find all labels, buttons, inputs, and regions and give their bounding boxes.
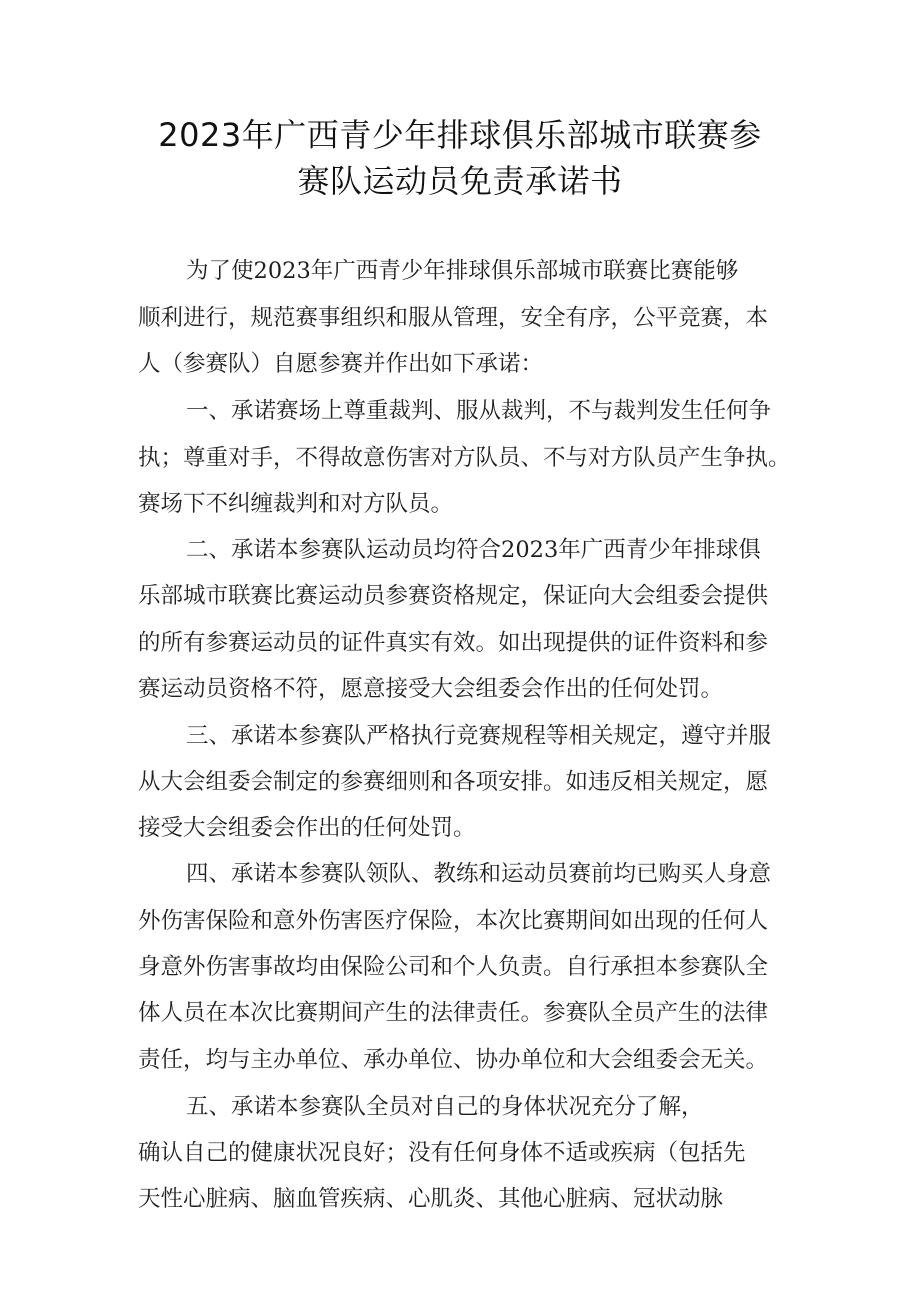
clause-3-line-2: 从大会组委会制定的参赛细则和各项安排。如违反相关规定，愿 xyxy=(138,769,769,795)
document-title-line-2: 赛队运动员免责承诺书 xyxy=(297,162,623,200)
clause-1-line-2: 执；尊重对手，不得故意伤害对方队员、不与对方队员产生争执。 xyxy=(138,445,791,471)
clause-2-line-1: 二、承诺本参赛队运动员均符合2023年广西青少年排球俱 xyxy=(186,537,761,563)
clause-4-line-2: 外伤害保险和意外伤害医疗保险，本次比赛期间如出现的任何人 xyxy=(138,908,769,934)
clause-4-line-4: 体人员在本次比赛期间产生的法律责任。参赛队全员产生的法律 xyxy=(138,1000,769,1026)
clause-4-line-3: 身意外伤害事故均由保险公司和个人负责。自行承担本参赛队全 xyxy=(138,954,769,980)
clause-3-line-1: 三、承诺本参赛队严格执行竞赛规程等相关规定，遵守并服 xyxy=(186,723,772,749)
clause-2-line-4: 赛运动员资格不符，愿意接受大会组委会作出的任何处罚。 xyxy=(138,676,724,702)
clause-5-line-1: 五、承诺本参赛队全员对自己的身体状况充分了解， xyxy=(186,1094,704,1120)
clause-4-line-1: 四、承诺本参赛队领队、教练和运动员赛前均已购买人身意 xyxy=(186,861,772,887)
intro-line-1: 为了使2023年广西青少年排球俱乐部城市联赛比赛能够 xyxy=(186,258,739,284)
clause-1-line-1: 一、承诺赛场上尊重裁判、服从裁判，不与裁判发生任何争 xyxy=(186,398,772,424)
intro-line-3: 人（参赛队）自愿参赛并作出如下承诺： xyxy=(138,351,544,377)
clause-4-line-5: 责任，均与主办单位、承办单位、协办单位和大会组委会无关。 xyxy=(138,1047,769,1073)
clause-5-line-3: 天性心脏病、脑血管疾病、心肌炎、其他心脏病、冠状动脉 xyxy=(138,1186,724,1212)
clause-1-line-3: 赛场下不纠缠裁判和对方队员。 xyxy=(138,491,454,517)
clause-5-line-2: 确认自己的健康状况良好；没有任何身体不适或疾病（包括先 xyxy=(138,1140,746,1166)
clause-3-line-3: 接受大会组委会作出的任何处罚。 xyxy=(138,815,476,841)
clause-2-line-2: 乐部城市联赛比赛运动员参赛资格规定，保证向大会组委会提供 xyxy=(138,583,769,609)
clause-2-line-3: 的所有参赛运动员的证件真实有效。如出现提供的证件资料和参 xyxy=(138,630,769,656)
document-title-line-1: 2023年广西青少年排球俱乐部城市联赛参 xyxy=(158,116,762,154)
intro-line-2: 顺利进行，规范赛事组织和服从管理，安全有序，公平竞赛，本 xyxy=(138,305,769,331)
